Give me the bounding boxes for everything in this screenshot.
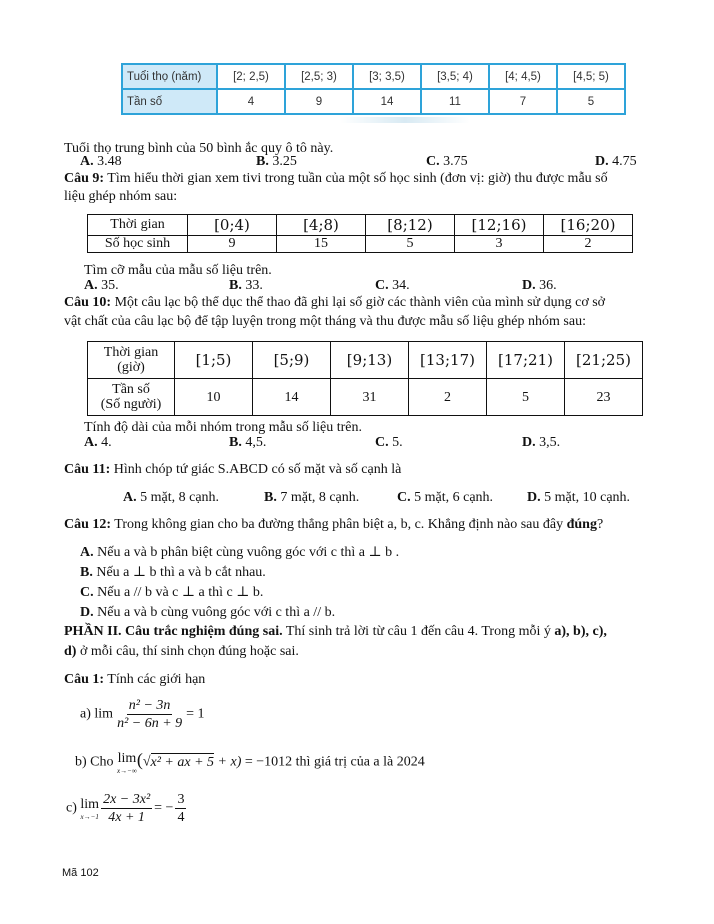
p2q1-part-a: a) lim $\frac{\text{n² − 3n}}{\text{n² − 6n + 9}}$ = 1 [80, 698, 205, 731]
fraction: $\frac{3}{4}$ [177, 792, 185, 825]
q12-option-d: D. Nếu a và b cùng vuông góc với c thì a // b. [80, 605, 336, 620]
q10-option-c: C. 5. [375, 435, 403, 450]
table-header-cell: Thời gian [88, 215, 188, 236]
fraction: $\frac{\text{2x − 3x²}}{4x + 1}$ [103, 792, 151, 825]
q9-prompt: Tìm cỡ mẫu của mẫu số liệu trên. [84, 263, 272, 278]
table-row [88, 236, 633, 253]
q12-text: Câu 12: Trong không gian cho ba đường thẳng phân biệt a, b, c. Khẳng định nào sau đây đúng? [64, 517, 604, 532]
table-cell: [2; 2,5) [217, 64, 285, 89]
q12-label: Câu 12: [64, 517, 112, 532]
table-cell: 14 [253, 379, 331, 416]
q12-option-b: B. Nếu a ⊥ b thì a và b cắt nhau. [80, 565, 266, 580]
table-row [122, 89, 625, 114]
q10-prompt: Tính độ dài của mỗi nhóm trong mẫu số liệu trên. [84, 420, 363, 435]
table-cell: [2,5; 3) [285, 64, 353, 89]
table-cell: 7 [489, 89, 557, 114]
table-cell: 5 [366, 236, 455, 253]
q10-text-line2: vật chất của câu lạc bộ để tập luyện trong một tháng và thu được mẫu số liệu ghép nhóm sau: [64, 314, 586, 329]
q10-option-b: B. 4,5. [229, 435, 267, 450]
table-cell: [4,5; 5) [557, 64, 625, 89]
q9-text-line2: liệu ghép nhóm sau: [64, 189, 178, 204]
table-cell: 9 [188, 236, 277, 253]
table-cell: 15 [277, 236, 366, 253]
club-hours-table [87, 341, 643, 416]
q9-option-b: B. 33. [229, 278, 263, 293]
table-cell: [0;4) [188, 215, 277, 236]
q8-option-a: A. 3.48 [80, 154, 122, 169]
table-cell: 23 [565, 379, 643, 416]
q11-option-c: C. 5 mặt, 6 cạnh. [397, 490, 494, 505]
q8-option-b: B. 3.25 [256, 154, 297, 169]
table-cell: [9;13) [331, 342, 409, 379]
q8-prompt: Tuổi thọ trung bình của 50 bình ắc quy ô tô này. [64, 141, 334, 156]
table-cell: [4; 4,5) [489, 64, 557, 89]
q10-option-d: D. 3,5. [522, 435, 561, 450]
table-cell: [3,5; 4) [421, 64, 489, 89]
table-row [88, 342, 643, 379]
q12-option-a: A. Nếu a và b phân biệt cùng vuông góc với c thì a ⊥ b . [80, 545, 400, 560]
table-header-cell: Tần số [122, 89, 217, 114]
q9-label: Câu 9: [64, 171, 105, 186]
q9-option-a: A. 35. [84, 278, 119, 293]
table-cell: [12;16) [455, 215, 544, 236]
table-cell: 4 [217, 89, 285, 114]
q10-option-a: A. 4. [84, 435, 112, 450]
table-cell: [13;17) [409, 342, 487, 379]
p2q1-part-c: c) lim x→−1 $\frac{\text{2x − 3x²}}{4x + 1}$ = − $\frac{3}{4}$ [66, 792, 185, 825]
table-cell: 2 [544, 236, 633, 253]
fraction: $\frac{\text{n² − 3n}}{\text{n² − 6n + 9}}$ [117, 698, 183, 731]
q11-option-b: B. 7 mặt, 8 cạnh. [264, 490, 360, 505]
table-cell: [21;25) [565, 342, 643, 379]
exam-code: Mã 102 [62, 867, 99, 879]
table-row [88, 379, 643, 416]
tv-time-table [87, 214, 633, 253]
table-cell: [1;5) [175, 342, 253, 379]
q8-option-c: C. 3.75 [426, 154, 468, 169]
q11-option-d: D. 5 mặt, 10 cạnh. [527, 490, 631, 505]
table-cell: 2 [409, 379, 487, 416]
limit-operator: lim x→−1 [80, 797, 100, 821]
table-cell: 3 [455, 236, 544, 253]
table-cell: [16;20) [544, 215, 633, 236]
p2q1-text: Câu 1: Tính các giới hạn [64, 672, 206, 687]
p2q1-part-b: b) Cho lim x→−∞ (√x² + ax + 5 + x) = −1012 thì giá trị của a là 2024 [75, 749, 425, 775]
q10-label: Câu 10: [64, 295, 112, 310]
part2-heading-line2: d) ở mỗi câu, thí sinh chọn đúng hoặc sai. [64, 644, 299, 659]
table-cell: 5 [557, 89, 625, 114]
table-cell: [8;12) [366, 215, 455, 236]
q9-option-d: D. 36. [522, 278, 557, 293]
table-header-cell: Số học sinh [88, 236, 188, 253]
table-row [122, 64, 625, 89]
q11-text: Câu 11: Hình chóp tứ giác S.ABCD có số mặt và số cạnh là [64, 462, 402, 477]
battery-lifespan-table [121, 63, 626, 115]
table-cell: [4;8) [277, 215, 366, 236]
q11-option-a: A. 5 mặt, 8 cạnh. [123, 490, 220, 505]
table-cell: 9 [285, 89, 353, 114]
table-cell: 11 [421, 89, 489, 114]
q8-option-d: D. 4.75 [595, 154, 637, 169]
q12-option-c: C. Nếu a // b và c ⊥ a thì c ⊥ b. [80, 585, 264, 600]
table-header-cell: Tần số (Số người) [88, 379, 175, 416]
table-cell: 31 [331, 379, 409, 416]
table-cell: 5 [487, 379, 565, 416]
p2q1-label: Câu 1: [64, 672, 105, 687]
limit-operator: lim x→−∞ [117, 751, 137, 775]
table-cell: 10 [175, 379, 253, 416]
q9-text: Câu 9: Tìm hiểu thời gian xem tivi trong tuần của một số học sinh (đơn vị: giờ) thu được mẫu số [64, 171, 608, 186]
table-cell: [3; 3,5) [353, 64, 421, 89]
table-header-cell: Tuổi thọ (năm) [122, 64, 217, 89]
q10-text: Câu 10: Một câu lạc bộ thể dục thể thao đã ghi lại số giờ các thành viên của mình sử dụng cơ sở [64, 295, 606, 310]
table-shadow-decoration [340, 117, 470, 123]
table-row [88, 215, 633, 236]
part2-heading: PHẦN II. Câu trắc nghiệm đúng sai. Thí sinh trả lời từ câu 1 đến câu 4. Trong mỗi ý a), b), c), [64, 624, 607, 639]
table-cell: [17;21) [487, 342, 565, 379]
q11-label: Câu 11: [64, 462, 111, 477]
table-header-cell: Thời gian (giờ) [88, 342, 175, 379]
table-cell: 14 [353, 89, 421, 114]
table-cell: [5;9) [253, 342, 331, 379]
q9-option-c: C. 34. [375, 278, 410, 293]
